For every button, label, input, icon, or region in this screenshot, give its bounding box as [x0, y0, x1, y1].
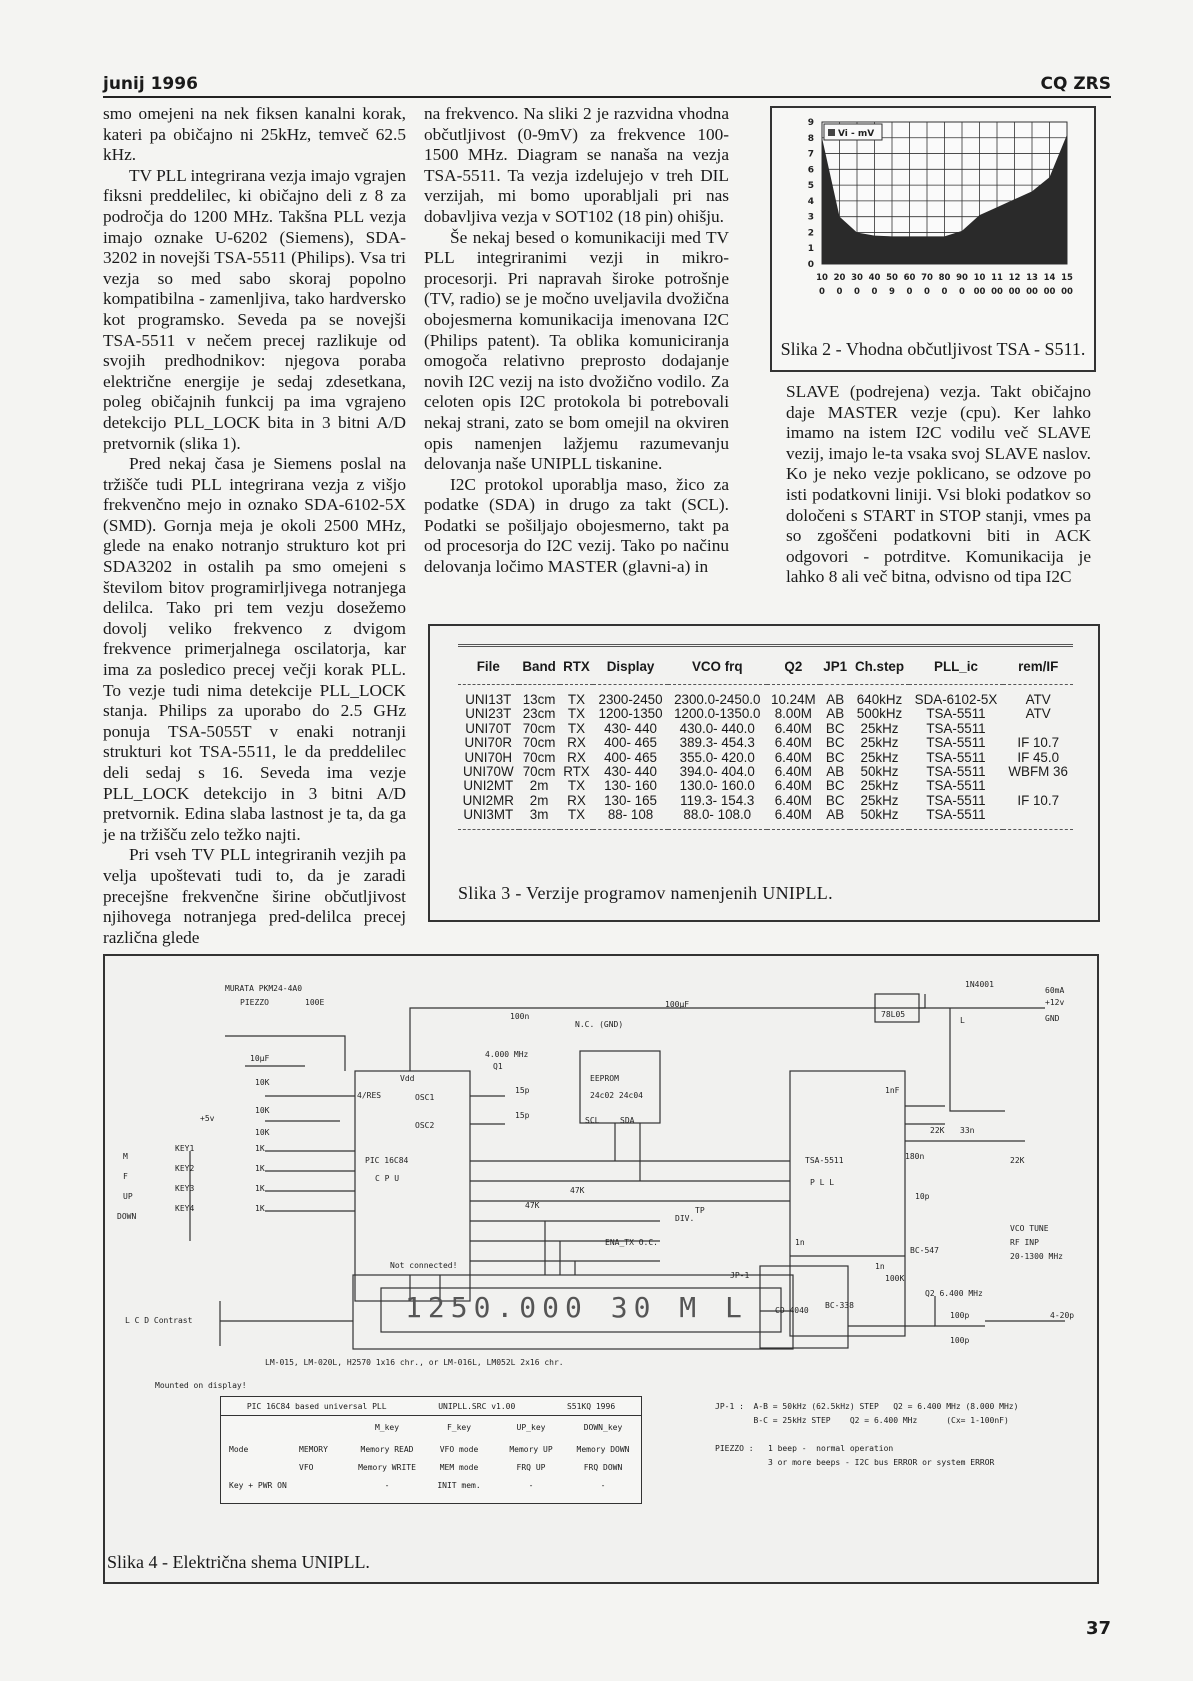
- key-cell: Memory DOWN: [576, 1445, 630, 1454]
- paragraph: TV PLL integrirana vezja imajo vgrajen fiksni preddelilec, ki običajno deli z 8 za področja do 1200 MHz. Takšna PLL vezja imajo oznake U-6202 (Siemens), SDA-3202 in novejši TSA-5511 (Philips). Vsa tri vezja so med sabo skoraj popolno kompatibilna - zamenljiva, tako hardversko kot programsko. Seveda pa se novejši TSA-5511 v nečem precej razlikuje od svojih predhodnikov: njegova poraba električne energije je sedaj zdesetkana, poleg običajnih funkcij pa ima vgrajeno detekcijo PLL_LOCK bita in 3 bitni A/D pretvornik (slika 1).: [103, 165, 406, 453]
- schematic-label-q2: Q2 6.400 MHz: [925, 1289, 983, 1298]
- key-header: M_key: [374, 1423, 400, 1432]
- table-cell: UNI2MT: [463, 778, 514, 794]
- table-cell: AB: [820, 808, 850, 829]
- column-header: Ch.step: [850, 646, 908, 685]
- key-row-mode: VFO: [299, 1463, 314, 1472]
- table-cell: 6.40M: [767, 808, 820, 829]
- table-cell: 6.40M: [774, 720, 812, 736]
- schematic-label-p12v: +12v: [1045, 998, 1065, 1007]
- table-cell: TSA-5511: [926, 735, 986, 751]
- y-tick-label: 5: [807, 181, 814, 192]
- table-row: [458, 765, 1073, 779]
- table-row: [458, 736, 1073, 750]
- schematic-label-r47k: 47K: [525, 1201, 540, 1210]
- paragraph: Pri vseh TV PLL integriranih vezjih pa velja upoštevati tudi to, da je zaradi precejšne frekvenčne širine občutljivost njihovega notranjega pred-delilca precej različna glede: [103, 845, 406, 947]
- schematic-label-gnd: GND: [1045, 1014, 1060, 1023]
- table-cell: 430- 440: [604, 720, 657, 736]
- table-cell: AB: [826, 692, 845, 707]
- table-cell: 88- 108: [593, 808, 667, 829]
- table-cell: 430- 440: [604, 764, 657, 780]
- table-cell: [1003, 779, 1073, 793]
- x-tick-label: 0: [906, 287, 913, 297]
- table-cell: TSA-5511: [926, 720, 986, 736]
- x-tick-label: 30: [851, 273, 863, 283]
- key-cell: FRQ UP: [516, 1463, 546, 1472]
- schematic-label-c1nf: 1nF: [885, 1086, 900, 1095]
- x-tick-label: 15: [1061, 273, 1073, 283]
- table-cell: ATV: [1025, 692, 1051, 707]
- table-cell: RTX: [563, 764, 590, 780]
- schematic-label-tsa: TSA-5511: [805, 1156, 844, 1165]
- table-cell: TSA-5511: [926, 792, 986, 808]
- table-cell: RX: [567, 735, 586, 751]
- x-tick-label: 13: [1026, 273, 1038, 283]
- schematic-label-c100n: 100n: [510, 1012, 530, 1021]
- key-row-label: Mode: [229, 1445, 249, 1454]
- schematic-label-key4: KEY4: [175, 1204, 195, 1213]
- schematic-label-ma: 60mA: [1045, 986, 1065, 995]
- schematic-label-r1k: 1K: [255, 1204, 265, 1213]
- table-cell: 2m: [529, 792, 549, 808]
- schematic-label-r10k: 10K: [255, 1106, 270, 1115]
- y-tick-label: 4: [807, 196, 814, 207]
- table-cell: TX: [567, 706, 586, 722]
- key-row-mode: MEMORY: [299, 1445, 328, 1454]
- schematic-label-r22k: 22K: [930, 1126, 945, 1135]
- schematic-label-k-down: DOWN: [117, 1212, 137, 1221]
- key-cell: Memory UP: [509, 1445, 553, 1454]
- table-cell: WBFM 36: [1008, 764, 1068, 780]
- key-row-label: Key + PWR ON: [229, 1481, 287, 1490]
- schematic-label-k-up: UP: [123, 1192, 133, 1201]
- key-cell: VFO mode: [439, 1445, 479, 1454]
- table-cell: 6.40M: [774, 792, 812, 808]
- key-header: DOWN_key: [583, 1423, 623, 1432]
- schematic-label-c100p: 100p: [950, 1336, 970, 1345]
- schematic-label-lcd-models: LM-015, LM-020L, H2570 1x16 chr., or LM-016L, LM052L 2x16 chr.: [265, 1358, 564, 1367]
- table-cell: 430.0- 440.0: [679, 720, 755, 736]
- program-versions-table: [458, 644, 1073, 830]
- schematic-label-diode: 1N4001: [965, 980, 994, 989]
- schematic-label-rf-range: 20-1300 MHz: [1010, 1252, 1063, 1261]
- schematic-label-bc338: BC-338: [825, 1301, 854, 1310]
- paragraph: Še nekaj besed o komunikaciji med TV PLL integriranimi vezji in mikro-procesorji. Pri napravah široke potrošnje (TV, radio) se je močno uveljavila dvožična obojesmerna komunikacija imenovana I2C (Philips patent). Ta oblika komuniciranja omogoča relativno preprosto dodajanje novih I2C vezij na isto dvožično vodilo. Za celoten opis I2C protokola bi potrebovali nekaj strani, zato se bom omejil na okviren opis namenjen lažjemu razumevanju delovanja naše UNIPLL tiskanine.: [424, 227, 729, 474]
- table-cell: 130- 165: [604, 792, 657, 808]
- schematic-label-eeprom: EEPROM: [590, 1074, 619, 1083]
- schematic-label-osc1: OSC1: [415, 1093, 435, 1102]
- key-table-header: [221, 1423, 641, 1432]
- figure-3-program-versions: [428, 624, 1100, 922]
- column-header: rem/IF: [1003, 646, 1073, 685]
- table-cell: 25kHz: [860, 778, 899, 794]
- x-tick-label: 60: [903, 273, 916, 283]
- schematic-label-c33n: 33n: [960, 1126, 975, 1135]
- table-cell: BC: [825, 778, 845, 794]
- schematic-label-c1n: 1n: [795, 1238, 805, 1247]
- key-row-mode: [299, 1481, 351, 1490]
- schematic-label-osc2: OSC2: [415, 1121, 435, 1130]
- table-cell: 2300.0-2450.0: [674, 692, 761, 707]
- table-row: [458, 722, 1073, 736]
- schematic-label-c15p: 15p: [515, 1111, 530, 1120]
- table-cell: UNI2MR: [462, 792, 514, 808]
- table-cell: 25kHz: [860, 735, 899, 751]
- x-tick-label: 50: [886, 273, 898, 283]
- schematic-label-piezzo: PIEZZO: [240, 998, 269, 1007]
- column-header: VCO frq: [668, 646, 767, 685]
- table-cell: ATV: [1025, 706, 1051, 722]
- y-tick-label: 7: [807, 149, 814, 160]
- table-row: [458, 751, 1073, 765]
- legend-swatch: [828, 129, 835, 136]
- column-header: File: [458, 646, 519, 685]
- key-cell: FRQ DOWN: [583, 1463, 623, 1472]
- schematic-label-c180n: 180n: [905, 1152, 925, 1161]
- table-cell: UNI23T: [465, 706, 512, 722]
- schematic-label-pic: PIC 16C84: [365, 1156, 409, 1165]
- schematic-label-r10k: 10K: [255, 1078, 270, 1087]
- figure-2-sensitivity-chart: [770, 106, 1096, 372]
- table-cell: 8.00M: [774, 706, 812, 722]
- table-cell: 70cm: [522, 764, 556, 780]
- key-header: UP_key: [516, 1423, 546, 1432]
- y-tick-label: 8: [807, 133, 814, 144]
- schematic-label-r1k: 1K: [255, 1144, 265, 1153]
- schematic-label-pll: P L L: [810, 1178, 835, 1187]
- paragraph: I2C protokol uporablja maso, žico za podatke (SDA) in drugo za takt (SCL). Podatki se pošiljajo obojesmerno, takt pa od procesorja do I2C vezij. Tako po načinu delovanja ločimo MASTER (glavni-a) in: [424, 474, 729, 577]
- x-tick-label: 00: [973, 287, 986, 297]
- key-table-row: [221, 1445, 641, 1454]
- table-cell: IF 10.7: [1017, 792, 1060, 808]
- paragraph: Pred nekaj časa je Siemens poslal na tržišče tudi PLL integrirana vezja z višjo frekvenčno mejo in oznako SDA-6102-5X (SMD). Gornja meja je okoli 2500 MHz, glede na enako notranjo strukturo kot pri SDA3202 in ostalih pa smo omejeni s številom bitov programirljivega notranjega delilca. Tako pri tem vezju dosežemo dovolj veliko frekvenco z dvigom frekvence primerjalnega oscilatorja, kar ima za posledico precej večji korak PLL. To vezje tudi nima detekcije PLL_LOCK stanja. Philips za uporabo do 2.5 GHz ponuja TSA-5055T v enaki notranji strukturi kot TSA-5511, le da preddelilec deli sedaj s 16. Seveda ima vezje PLL_LOCK detekcijo in 3 bitni A/D pretvornik. Edina slaba lastnost je ta, da ga je na tržišču zelo težko najti.: [103, 454, 406, 844]
- table-cell: TX: [567, 720, 586, 736]
- table-cell: UNI3MT: [458, 808, 519, 829]
- x-tick-label: 0: [941, 287, 948, 297]
- key-cell: -: [528, 1481, 534, 1490]
- x-tick-label: 00: [1061, 287, 1073, 297]
- schematic-label-div: DIV.: [675, 1214, 695, 1223]
- column-header: Display: [593, 646, 667, 685]
- schematic-label-xtal: 4.000 MHz: [485, 1050, 529, 1059]
- schematic-label-key1: KEY1: [175, 1144, 195, 1153]
- table-cell: 500kHz: [856, 706, 903, 722]
- table-cell: TSA-5511: [909, 808, 1004, 829]
- table-cell: 355.0- 420.0: [679, 749, 755, 765]
- key-cell: -: [600, 1481, 606, 1490]
- schematic-label-rf-inp: RF INP: [1010, 1238, 1039, 1247]
- schematic-label-c15p: 15p: [515, 1086, 530, 1095]
- table-row: [458, 794, 1073, 808]
- schematic-label-reg: 78L05: [881, 1010, 906, 1019]
- key-table-title-mid: UNIPLL.SRC v1.00: [438, 1401, 516, 1411]
- lcd-readout: 1250.000 30 M L: [405, 1291, 748, 1324]
- table-row: [458, 779, 1073, 793]
- schematic-label-cd4040: CD 4040: [775, 1306, 809, 1315]
- table-cell: AB: [826, 764, 845, 780]
- x-tick-label: 0: [924, 287, 930, 297]
- table-cell: 13cm: [522, 692, 556, 707]
- schematic-label-c1n: 1n: [875, 1262, 885, 1271]
- table-cell: 25kHz: [860, 720, 899, 736]
- x-tick-label: 9: [889, 287, 895, 297]
- schematic-label-vco-tune: VCO TUNE: [1010, 1224, 1049, 1233]
- schematic-label-plus5v: +5v: [200, 1114, 215, 1123]
- schematic-label-c100uf: 100µF: [665, 1000, 690, 1009]
- table-cell: 394.0- 404.0: [679, 764, 755, 780]
- table-cell: AB: [826, 706, 845, 722]
- table-cell: RX: [567, 792, 586, 808]
- column-header: JP1: [820, 646, 850, 685]
- table-cell: 70cm: [522, 735, 556, 751]
- table-cell: 10.24M: [771, 692, 816, 707]
- table-cell: UNI70R: [464, 735, 513, 751]
- table-cell: UNI70W: [462, 764, 514, 780]
- x-tick-label: 0: [854, 287, 860, 297]
- legend-label: Vi - mV: [838, 129, 875, 139]
- key-table-title-right: S51KQ 1996: [566, 1401, 616, 1411]
- table-cell: 389.3- 454.3: [679, 735, 755, 751]
- table-cell: RX: [567, 749, 586, 765]
- key-table-row: [221, 1463, 641, 1472]
- table-cell: [1003, 722, 1073, 736]
- schematic-label-trim: 4-20p: [1050, 1311, 1075, 1320]
- schematic-label-vdd: Vdd: [400, 1074, 415, 1083]
- table-cell: TX: [567, 692, 586, 707]
- y-tick-label: 6: [807, 165, 814, 176]
- table-cell: BC: [825, 792, 845, 808]
- x-tick-label: 40: [868, 273, 881, 283]
- table-cell: [1003, 808, 1073, 829]
- table-cell: 400- 465: [604, 749, 657, 765]
- schematic-label-r10k: 10K: [255, 1128, 270, 1137]
- table-cell: BC: [825, 735, 845, 751]
- table-cell: 6.40M: [774, 749, 812, 765]
- table-row: [458, 808, 1073, 829]
- x-tick-label: 10: [973, 273, 986, 283]
- x-tick-label: 70: [921, 273, 933, 283]
- schematic-label-nc: N.C. (GND): [575, 1020, 624, 1029]
- schematic-label-key3: KEY3: [175, 1184, 195, 1193]
- x-tick-label: 0: [819, 287, 825, 297]
- schematic-label-k-m: M: [123, 1152, 128, 1161]
- schematic-label-c10p: 10p: [915, 1192, 930, 1201]
- table-cell: 400- 465: [604, 735, 657, 751]
- key-row-label: [221, 1463, 299, 1472]
- table-cell: BC: [825, 749, 845, 765]
- column-header: RTX: [560, 646, 594, 685]
- table-cell: UNI70T: [465, 720, 512, 736]
- magazine-name: CQ ZRS: [1040, 74, 1111, 94]
- schematic-notes: JP-1 : A-B = 50kHz (62.5kHz) STEP Q2 = 6.400 MHz (8.000 MHz) B-C = 25kHz STEP Q2 = 6.400 MHz (Cx= 1-100nF) PIEZZO : 1 beep - normal operation 3 or more beeps - I2C bus ERROR or system ERROR: [715, 1402, 1019, 1467]
- schematic-label-key2: KEY2: [175, 1164, 195, 1173]
- table-row: [458, 685, 1073, 708]
- table-cell: SDA-6102-5X: [914, 692, 998, 707]
- table-cell: TSA-5511: [926, 764, 986, 780]
- table-cell: 130.0- 160.0: [679, 778, 755, 794]
- paragraph: SLAVE (podrejena) vezja. Takt običajno daje MASTER vezje (cpu). Ker lahko imamo na istem I2C vodilu več SLAVE vezij, imajo le-ta vsaka svoj SLAVE naslov. Ko je neko vezje poklicano, se odzove po isti podatkovni liniji. Vsi bloki podatkov so določeni s START in STOP stanji, vmes pa so zgoščeni podatkovni biti in ACK odgovori - potrditve. Komunikacija je lahko 8 ali več bitna, odvisno od tipa I2C: [786, 382, 1091, 587]
- x-tick-label: 11: [991, 273, 1003, 283]
- table-cell: TX: [560, 808, 594, 829]
- x-tick-label: 0: [959, 287, 965, 297]
- column-header: PLL_ic: [909, 646, 1004, 685]
- table-cell: 2300-2450: [598, 692, 663, 707]
- figure-2-caption: Slika 2 - Vhodna občutljivost TSA - S511.: [780, 339, 1086, 359]
- y-tick-label: 1: [807, 244, 814, 255]
- key-cell: Memory WRITE: [358, 1463, 416, 1472]
- x-tick-label: 00: [1026, 287, 1038, 297]
- table-cell: TSA-5511: [926, 706, 986, 722]
- key-header: F_key: [446, 1423, 472, 1432]
- key-table-title-left: PIC 16C84 based universal PLL: [246, 1401, 387, 1411]
- x-tick-label: 90: [956, 273, 968, 283]
- text-column-1: [103, 104, 406, 948]
- table-cell: 6.40M: [774, 764, 812, 780]
- y-tick-label: 9: [807, 118, 814, 128]
- figure-4-schematic: [103, 954, 1099, 1584]
- schematic-label-r100e: 100E: [305, 998, 325, 1007]
- schematic-label-c10uf: 10µF: [250, 1054, 270, 1063]
- table-cell: 6.40M: [774, 735, 812, 751]
- key-function-table: [220, 1396, 642, 1504]
- schematic-label-not-connected: Not connected!: [390, 1261, 458, 1270]
- schematic-label-ind: L: [960, 1016, 965, 1025]
- x-tick-label: 80: [938, 273, 951, 283]
- x-tick-label: 12: [1008, 273, 1021, 283]
- schematic-label-res: 4/RES: [357, 1091, 382, 1100]
- column-header: Band: [519, 646, 560, 685]
- schematic-label-r1k: 1K: [255, 1184, 265, 1193]
- schematic-label-c100p: 100p: [950, 1311, 970, 1320]
- table-cell: 70cm: [522, 720, 556, 736]
- page-number: 37: [1085, 1618, 1111, 1639]
- schematic-label-r100k: 100K: [885, 1274, 905, 1283]
- x-tick-label: 00: [1008, 287, 1021, 297]
- schematic-label-jp1: JP-1: [730, 1271, 750, 1280]
- schematic-label-r1k: 1K: [255, 1164, 265, 1173]
- figure-3-caption: Slika 3 - Verzije programov namenjenih UNIPLL.: [458, 883, 833, 903]
- paragraph: smo omejeni na nek fiksen kanalni korak, kateri pa običajno ni 25kHz, temveč 62.5 kHz.: [103, 104, 406, 165]
- sensitivity-chart-svg: [772, 108, 1094, 328]
- paragraph: na frekvenco. Na sliki 2 je razvidna vhodna občutljivost (0-9mV) za frekvence 100-1500 MHz. Diagram se nanaša na vezja TSA-5511. Ta vezja izdelujejo v treh DIL verzijah, mi bomo uporabljali pri nas dobavljiva vezja v SOT102 (18 pin) ohišju.: [424, 104, 729, 226]
- table-cell: 3m: [519, 808, 560, 829]
- table-row: [458, 707, 1073, 721]
- schematic-label-r22k: 22K: [1010, 1156, 1025, 1165]
- table-cell: TSA-5511: [926, 778, 986, 794]
- x-tick-label: 00: [1043, 287, 1056, 297]
- schematic-label-k-f: F: [123, 1172, 128, 1181]
- schematic-label-eeprom-types: 24c02 24c04: [590, 1091, 643, 1100]
- table-cell: TSA-5511: [926, 749, 986, 765]
- schematic-label-lcd-contrast: L C D Contrast: [125, 1316, 193, 1325]
- schematic-label-r47k: 47K: [570, 1186, 585, 1195]
- y-tick-label: 3: [807, 212, 814, 223]
- table-cell: 1200-1350: [598, 706, 663, 722]
- y-tick-label: 0: [807, 260, 814, 270]
- table-cell: BC: [825, 720, 845, 736]
- table-cell: 119.3- 154.3: [680, 792, 755, 808]
- key-table-row: [221, 1481, 641, 1490]
- column-header: Q2: [767, 646, 820, 685]
- table-cell: 70cm: [522, 749, 556, 765]
- table-cell: 6.40M: [774, 778, 812, 794]
- table-cell: 130- 160: [604, 778, 657, 794]
- schematic-label-sda: SDA: [620, 1116, 635, 1125]
- y-tick-label: 2: [807, 228, 814, 239]
- text-column-3: [786, 382, 1091, 588]
- table-cell: 640kHz: [856, 692, 903, 707]
- table-cell: 50kHz: [860, 764, 899, 780]
- table-cell: 23cm: [522, 706, 556, 722]
- schematic-label-bc547: BC-547: [910, 1246, 939, 1255]
- figure-4-caption: Slika 4 - Električna shema UNIPLL.: [107, 1552, 370, 1572]
- x-tick-label: 20: [833, 273, 846, 283]
- text-column-2: [424, 104, 729, 578]
- table-cell: UNI70H: [464, 749, 513, 765]
- schematic-label-ena-tx: ENA_TX O.C.: [605, 1238, 658, 1247]
- schematic-label-q1: Q1: [493, 1062, 503, 1071]
- table-cell: IF 45.0: [1017, 749, 1060, 765]
- eeprom-box: [580, 1051, 660, 1123]
- table-cell: TX: [567, 778, 586, 794]
- table-cell: UNI13T: [465, 692, 512, 707]
- table-cell: 2m: [529, 778, 549, 794]
- schematic-label-scl: SCL: [585, 1116, 600, 1125]
- key-cell: Memory READ: [360, 1445, 414, 1454]
- schematic-label-murata: MURATA PKM24-4A0: [225, 984, 303, 993]
- key-cell: INIT mem.: [437, 1481, 481, 1490]
- x-tick-label: 0: [836, 287, 843, 297]
- x-tick-label: 00: [991, 287, 1003, 297]
- schematic-label-mounted: Mounted on display!: [155, 1381, 247, 1390]
- x-tick-label: 0: [871, 287, 878, 297]
- table-cell: 25kHz: [860, 792, 899, 808]
- x-tick-label: 14: [1043, 273, 1056, 283]
- table-cell: IF 10.7: [1017, 735, 1060, 751]
- schematic-label-tp: TP: [695, 1206, 705, 1215]
- table-cell: 1200.0-1350.0: [674, 706, 761, 722]
- issue-date: junij 1996: [103, 74, 198, 94]
- key-cell: MEM mode: [439, 1463, 479, 1472]
- key-cell: -: [384, 1481, 390, 1490]
- x-tick-label: 10: [816, 273, 828, 283]
- table-cell: 25kHz: [860, 749, 899, 765]
- table-cell: 50kHz: [850, 808, 908, 829]
- table-cell: 88.0- 108.0: [668, 808, 767, 829]
- schematic-label-cpu: C P U: [375, 1174, 400, 1183]
- header-rule: [103, 96, 1111, 98]
